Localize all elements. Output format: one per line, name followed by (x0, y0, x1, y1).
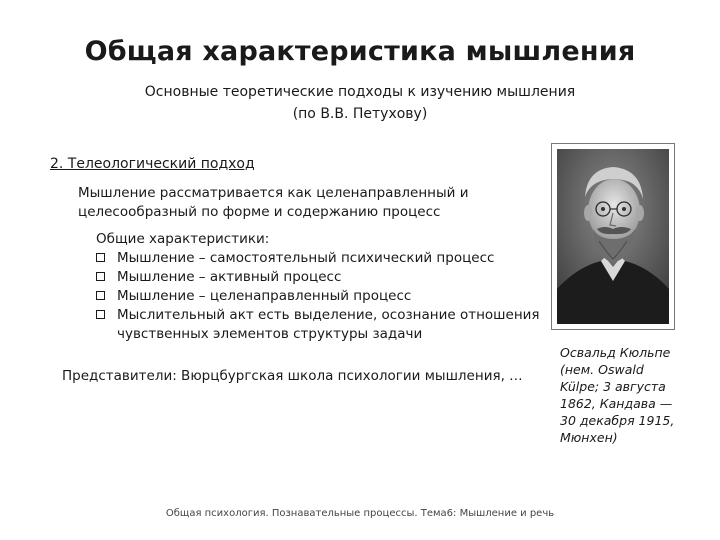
list-item (96, 249, 536, 268)
caption-line: Мюнхен) (560, 430, 618, 445)
caption-line: 1862, Кандава — (560, 396, 673, 411)
subtitle-line-1: Основные теоретические подходы к изучению мышления (144, 84, 576, 100)
section-description (78, 184, 518, 222)
characteristics-block (96, 230, 540, 344)
checkbox-bullet-icon (96, 310, 105, 319)
caption-line: Освальд Кюльпе (560, 345, 671, 360)
list-item (96, 287, 536, 306)
checkbox-bullet-icon (96, 253, 105, 262)
caption-line: (нем. Oswald (560, 362, 644, 377)
portrait-caption (560, 344, 680, 446)
list-item-text: Мыслительный акт есть выделение, осознание отношения (117, 307, 540, 323)
list-item-text: Мышление – целенаправленный процесс (117, 288, 412, 304)
representatives-text: Представители: Вюрцбургская школа психологии мышления, … (62, 368, 523, 384)
description-line: целесообразный по форме и содержанию процесс (78, 204, 441, 220)
checkbox-bullet-icon (96, 272, 105, 281)
list-item (96, 268, 536, 287)
list-item-text: Мышление – активный процесс (117, 269, 342, 285)
list-item-text-continued: чувственных элементов структуры задачи (117, 326, 423, 342)
caption-line: 30 декабря 1915, (560, 413, 675, 428)
section-heading: 2. Телеологический подход (50, 156, 255, 172)
portrait-image (557, 149, 669, 324)
caption-line: Külpe; 3 августа (560, 379, 666, 394)
list-item (96, 306, 540, 344)
portrait-drawing (557, 149, 669, 324)
checkbox-bullet-icon (96, 291, 105, 300)
portrait-photo (551, 143, 675, 330)
characteristics-heading: Общие характеристики: (96, 231, 270, 247)
subtitle-line-2: (по В.В. Петухову) (292, 106, 428, 122)
characteristics-list (96, 249, 540, 344)
slide-footer: Общая психология. Познавательные процессы. Тема6: Мышление и речь (165, 508, 555, 519)
description-line: Мышление рассматривается как целенаправленный и (78, 185, 469, 201)
list-item-text: Мышление – самостоятельный психический процесс (117, 250, 495, 266)
slide-title: Общая характеристика мышления (84, 36, 636, 67)
